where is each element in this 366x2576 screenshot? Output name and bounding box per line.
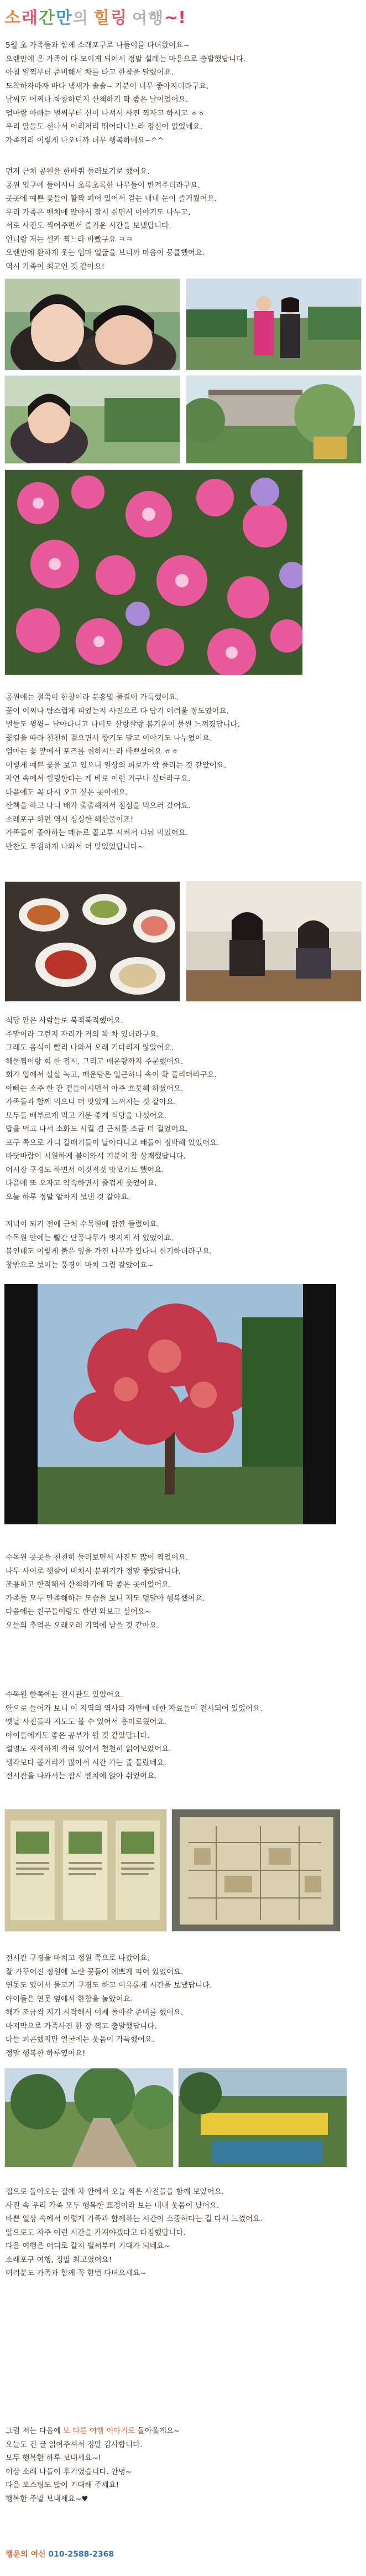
text-line: 역시 가족이 최고인 것 같아요! [6, 262, 105, 271]
signature [6, 2548, 114, 2559]
text-line: 나무 사이로 햇살이 비쳐서 분위기가 정말 좋았답니다. [6, 1566, 181, 1576]
title-char: 행 [148, 9, 164, 27]
text-line: 우리 가족은 벤치에 앉아서 잠시 쉬면서 이야기도 나누고, [6, 208, 191, 217]
text-line: 포구 쪽으로 가니 갈매기들이 날아다니고 배들이 정박해 있었어요. [6, 1138, 219, 1147]
text-line: 소래포구 하면 역시 싱싱한 해산물이죠! [6, 815, 134, 824]
text-line: 오랜만에 온 가족이 다 모이게 되어서 정말 설레는 마음으로 출발했답니다. [6, 54, 246, 64]
photo-two-women-garden [186, 278, 362, 370]
title-char: 소 [4, 8, 20, 28]
text-line: 저녁이 되기 전에 근처 수목원에 잠깐 들렀어요. [6, 1220, 159, 1229]
text-line: 아침 일찍부터 준비해서 차를 타고 한참을 달렸어요. [6, 68, 174, 77]
text-line: 공원 입구에 들어서니 초록초록한 나무들이 반겨주더라구요. [6, 180, 200, 190]
text-fragment: 그럼 저는 다음에 [6, 2427, 64, 2435]
text-line: 주말이라 그런지 자리가 거의 꽉 차 있더라구요. [6, 1030, 159, 1039]
photo-selfie-two-women [4, 278, 180, 370]
text-block [6, 1014, 359, 1204]
highlight-link[interactable]: 또 다른 여행 이야기로 [63, 2427, 135, 2435]
text-line: 전시관 구경을 마치고 정원 쪽으로 나갔어요. [6, 1954, 150, 1963]
text-line: 옛날 사진들과 지도도 볼 수 있어서 흥미로웠어요. [6, 1718, 166, 1726]
text-line: 수목원 한쪽에는 전시관도 있었어요. [6, 1690, 123, 1699]
title-char: 링 [110, 8, 127, 28]
text-line: 바쁜 일상 속에서 이렇게 가족과 함께하는 시간이 소중하다는 걸 다시 느꼈어요. [6, 2215, 263, 2223]
photo-garden-path [4, 2068, 174, 2168]
text-line: 서로 사진도 찍어주면서 즐거운 시간을 보냈답니다. [6, 221, 171, 230]
text-block [6, 1218, 359, 1272]
text-block [6, 2185, 359, 2280]
text-line: 모두 행복한 하루 보내세요~! [6, 2454, 102, 2463]
post-title [4, 6, 186, 31]
photo-women-restaurant [186, 881, 362, 1002]
text-line: 오늘의 추억은 오래오래 기억에 남을 것 같아요. [6, 1621, 159, 1630]
text-line: 마지막으로 가족사진 한 장 찍고 출발했답니다. [6, 2021, 157, 2031]
text-block [6, 165, 359, 273]
text-fragment: 돌아올게요~ [135, 2427, 180, 2435]
text-block [6, 2424, 359, 2506]
text-line: 다음에도 꼭 다시 오고 싶은 곳이에요. [6, 788, 128, 797]
text-line: 다음 여행은 어디로 갈지 벌써부터 기대가 되네요~ [6, 2242, 170, 2251]
text-line: 이렇게 예쁜 꽃을 보고 있으니 일상의 피로가 싹 풀리는 것 같았어요. [6, 761, 227, 770]
text-line: 어시장 구경도 하면서 이것저것 맛보기도 했어요. [6, 1165, 164, 1175]
text-line: 곳곳에 예쁜 꽃들이 활짝 피어 있어서 걷는 내내 눈이 즐거웠어요. [6, 194, 217, 203]
text-line: 아이들은 연못 옆에서 한참을 놀았어요. [6, 1994, 133, 2004]
text-line: 꽃이 어찌나 탐스럽게 피었는지 사진으로 다 담기 어려울 정도였어요. [6, 706, 229, 716]
text-line: 창밖으로 보이는 풍경이 마치 그림 같았어요~ [6, 1260, 154, 1270]
text-line: 해가 조금씩 지기 시작해서 이제 돌아갈 준비를 했어요. [6, 2008, 184, 2017]
photo-woman-park-bench [4, 375, 180, 464]
text-line: 잘 가꾸어진 정원에 노란 꽃들이 예쁘게 피어 있었어요. [6, 1967, 184, 1977]
text-block [6, 1688, 359, 1783]
text-line: 꽃길을 따라 천천히 걸으면서 향기도 맡고 이야기도 나누었어요. [6, 733, 212, 743]
text-line: 사진 속 우리 가족 모두 행복한 표정이라 보는 내내 웃음이 났어요. [6, 2201, 219, 2210]
text-line: 안으로 들어가 보니 이 지역의 역사와 자연에 대한 자료들이 전시되어 있었어요. [6, 1704, 263, 1713]
title-char: 힐 [93, 8, 109, 28]
text-line: 오랜만에 환하게 웃는 엄마 얼굴을 보니까 마음이 뭉클했어요. [6, 249, 205, 257]
text-line: 다음 포스팅도 많이 기대해 주세요! [6, 2481, 119, 2490]
text-line: 가족들 모두 만족해하는 모습을 보니 저도 덩달아 행복했어요. [6, 1594, 205, 1603]
photo-old-map [171, 1809, 341, 1932]
text-line: 아이들에게도 좋은 공부가 될 것 같았답니다. [6, 1731, 150, 1740]
text-line: 엄마는 꽃 앞에서 포즈를 취하시느라 바쁘셨어요 ㅎㅎ [6, 747, 179, 756]
text-line: 먼저 근처 공원을 한바퀴 둘러보기로 했어요. [6, 167, 150, 176]
text-line: 오늘도 긴 글 읽어주셔서 정말 감사합니다. [6, 2440, 143, 2449]
text-line: 정말 행복한 하루였어요! [6, 2049, 86, 2058]
text-line: 엄마랑 아빠는 벌써부터 신이 나셔서 사진 찍자고 하시고 ㅎㅎ [6, 108, 205, 118]
text-line: 모두들 배부르게 먹고 기분 좋게 식당을 나섰어요. [6, 1111, 166, 1120]
text-line: 도착하자마자 바다 냄새가 솔솔~ 기분이 너무 좋아지더라구요. [6, 81, 209, 91]
text-line: 수목원 곳곳을 천천히 둘러보면서 사진도 많이 찍었어요. [6, 1553, 188, 1562]
text-line: 우리 딸들도 신나서 이리저리 뛰어다니느라 정신이 없었네요. [6, 122, 203, 131]
title-char: 만 [55, 8, 72, 28]
text-line: 연못도 있어서 물고기 구경도 하고 여유롭게 시간을 보냈답니다. [6, 1981, 212, 1990]
text-line: 해물찜이랑 회 한 접시, 그리고 매운탕까지 주문했어요. [6, 1057, 184, 1066]
text-line: 날씨도 어찌나 화창하던지 산책하기 딱 좋은 날이었어요. [6, 95, 188, 104]
text-line: 가족들이 좋아하는 메뉴로 골고루 시켜서 나눠 먹었어요. [6, 829, 188, 837]
photo-seafood-meal [4, 881, 180, 1002]
signature-label: 행운의 여신 [6, 2550, 46, 2559]
text-line: 가족끼리 이렇게 나오니까 너무 행복하네요~^^ [6, 136, 164, 145]
text-line: 벌들도 윙윙~ 날아다니고 나비도 살랑살랑 봄기운이 물씬 느껴졌답니다. [6, 720, 240, 729]
photo-pink-azaleas [4, 469, 303, 675]
title-char: 여 [132, 9, 148, 27]
text-line: 바닷바람이 시원하게 불어와서 기분이 참 상쾌했답니다. [6, 1152, 186, 1161]
text-line: 밥을 먹고 나서 소화도 시킬 겸 근처를 조금 더 걸었어요. [6, 1125, 188, 1134]
text-line: 그래도 음식이 빨리 나와서 오래 기다리지 않았어요. [6, 1043, 174, 1052]
signature-phone: 010-2588-2368 [48, 2550, 114, 2559]
text-line: 다음에는 친구들이랑도 한번 와보고 싶어요~ [6, 1607, 151, 1616]
text-line: 전시관을 나와서는 잠시 벤치에 앉아 쉬었어요. [6, 1772, 157, 1781]
text-block [6, 1952, 359, 2060]
text-line: 봄인데도 이렇게 붉은 잎을 가진 나무가 있다니 신기하더라구요. [6, 1247, 212, 1256]
text-block [6, 691, 359, 854]
title-char: 간 [38, 8, 55, 28]
title-char: 래 [21, 8, 38, 28]
text-line: 수목원 안에는 빨간 단풍나무가 멋지게 서 있었어요. [6, 1233, 174, 1243]
text-line: 다들 피곤했지만 얼굴에는 웃음이 가득했어요. [6, 2035, 155, 2044]
text-line: 반찬도 푸짐하게 나와서 더 맛있었답니다~ [6, 842, 144, 851]
text-line-with-link [6, 2424, 359, 2438]
photo-exhibit-panels [4, 1809, 167, 1932]
text-line: 산책을 하고 나니 배가 출출해져서 점심을 먹으러 갔어요. [6, 801, 191, 810]
text-line: 공원에는 철쭉이 한창이라 분홍빛 물결이 가득했어요. [6, 693, 179, 702]
photo-garden-building [186, 375, 362, 464]
text-line: 자연 속에서 힐링한다는 게 바로 이런 거구나 싶더라구요. [6, 774, 191, 783]
text-line: 조용하고 한적해서 산책하기에 딱 좋은 곳이었어요. [6, 1580, 171, 1589]
text-line: 오늘 하루 정말 알차게 보낸 것 같아요. [6, 1192, 130, 1202]
text-line: 여러분도 가족과 함께 꼭 한번 다녀오세요~ [6, 2269, 147, 2278]
text-line: 집으로 돌아오는 길에 차 안에서 오늘 찍은 사진들을 함께 보았어요. [6, 2187, 224, 2196]
photo-yellow-flowers-pond [178, 2068, 347, 2168]
text-line: 가족들과 함께 먹으니 더 맛있게 느껴지는 것 같아요. [6, 1098, 176, 1106]
text-line: 언니랑 저는 셀카 찍느라 바빴구요 ㅋㅋ [6, 235, 133, 244]
text-line: 생각보다 볼거리가 많아서 시간 가는 줄 몰랐네요. [6, 1758, 166, 1767]
text-line: 행복한 주말 보내세요~♥ [6, 2494, 88, 2503]
text-block [6, 1551, 359, 1632]
text-line: 5월 초 가족들과 함께 소래포구로 나들이를 다녀왔어요~ [6, 41, 190, 50]
text-line: 앞으로도 자주 이런 시간을 가져야겠다고 다짐했답니다. [6, 2228, 186, 2237]
text-block [6, 39, 359, 147]
text-line: 설명도 자세하게 적혀 있어서 천천히 읽어보았어요. [6, 1745, 171, 1753]
text-line: 식당 안은 사람들로 북적북적했어요. [6, 1016, 123, 1025]
text-line: 다음에 또 오자고 약속하면서 즐겁게 웃었어요. [6, 1179, 157, 1188]
title-char: ~! [164, 8, 186, 28]
text-line: 회가 입에서 살살 녹고, 매운탕은 얼큰하니 속이 확 풀리더라구요. [6, 1070, 217, 1079]
text-line: 아빠는 소주 한 잔 곁들이시면서 아주 흐뭇해 하셨어요. [6, 1084, 184, 1093]
title-char: 의 [72, 9, 88, 27]
photo-red-maple-window [4, 1284, 336, 1524]
text-line: 소래포구 여행, 정말 최고였어요! [6, 2255, 112, 2264]
text-line: 이상 소래 나들이 후기였습니다. 안녕~ [6, 2467, 132, 2476]
